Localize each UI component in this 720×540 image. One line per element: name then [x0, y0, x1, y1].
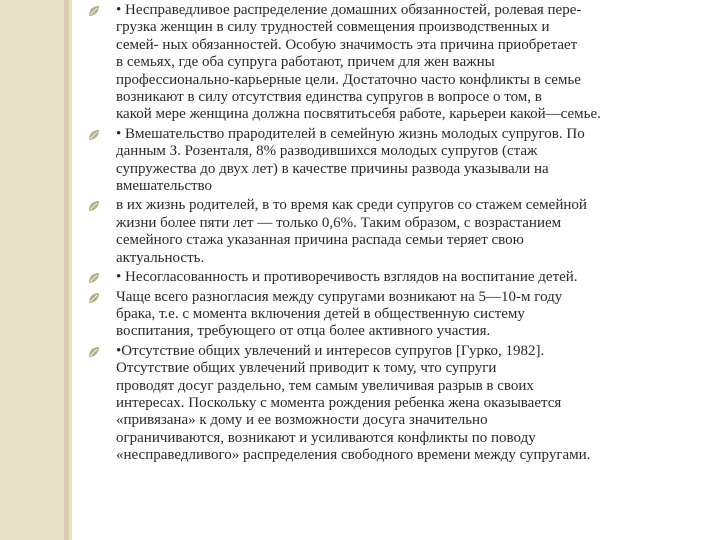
bullet-text-line: семейного стажа указанная причина распада семьи теряет свою — [116, 232, 524, 249]
bullet-text-line: профессионально-карьерные цели. Достаточно часто конфликты в семье — [116, 71, 581, 88]
bullet-text-line: брака, т.е. с момента включения детей в общественную систему — [116, 305, 525, 322]
bullet-text-line: в их жизнь родителей, в то время как среди супругов со стажем семейной — [116, 197, 587, 214]
bullet-item — [88, 269, 708, 286]
bullet-item — [88, 126, 708, 196]
bullet-text-line: • Несогласованность и противоречивость взглядов на воспитание детей. — [116, 269, 578, 286]
leaf-bullet-icon — [88, 5, 100, 17]
leaf-bullet-icon — [88, 292, 100, 304]
leaf-bullet-icon — [88, 200, 100, 212]
bullet-list — [88, 2, 708, 465]
bullet-text-line: интересах. Поскольку с момента рождения ребенка жена оказывается — [116, 394, 562, 411]
left-decor-panel — [0, 0, 72, 540]
bullet-text-line: «привязана» к дому и ее возможности досуга значительно — [116, 412, 488, 429]
bullet-text-line: какой мере женщина должна посвятитьсебя работе, карьереи какой—семье. — [116, 106, 601, 123]
bullet-text-line: вмешательство — [116, 178, 213, 195]
bullet-text-line: жизни более пяти лет — только 0,6%. Таким образом, с возрастанием — [116, 214, 562, 231]
bullet-text-line: актуальность. — [116, 249, 205, 266]
bullet-text-line: грузка женщин в силу трудностей совмещения производственных и — [116, 19, 550, 36]
bullet-text-line: семей- ных обязанностей. Особую значимость эта причина приобретает — [116, 36, 578, 53]
bullet-text-line: •Отсутствие общих увлечений и интересов супругов [Гурко, 1982]. — [116, 342, 545, 359]
bullet-text-line: • Вмешательство прародителей в семейную жизнь молодых супругов. По — [116, 125, 585, 142]
bullet-text-line: ограничиваются, возникают и усиливаются конфликты по поводу — [116, 429, 536, 446]
bullet-text-line: • Несправедливое распределение домашних обязанностей, ролевая пере- — [116, 2, 582, 18]
bullet-item — [88, 343, 708, 465]
bullet-text-line: в семьях, где оба супруга работают, причем для жен важны — [116, 54, 495, 71]
bullet-text-line: «несправедливого» распределения свободного времени между супругами. — [116, 447, 591, 464]
bullet-text-line: проводят досуг раздельно, тем самым увеличивая разрыв в своих — [116, 377, 534, 394]
bullet-text-line: Отсутствие общих увлечений приводит к тому, что супруги — [116, 360, 497, 377]
bullet-item — [88, 2, 708, 124]
bullet-text-line: возникают в силу отсутствия единства супругов в вопросе о том, в — [116, 89, 542, 106]
bullet-text-line: воспитания, требующего от отца более активного участия. — [116, 323, 491, 340]
bullet-text-line: данным З. Розенталя, 8% разводившихся молодых супругов (стаж — [116, 143, 538, 160]
leaf-bullet-icon — [88, 272, 100, 284]
left-decor-stripe — [64, 0, 69, 540]
bullet-text-line: супружества до двух лет) в качестве причины развода указывали на — [116, 160, 549, 177]
bullet-item — [88, 197, 708, 267]
leaf-bullet-icon — [88, 346, 100, 358]
bullet-item — [88, 289, 708, 341]
bullet-text-line: Чаще всего разногласия между супругами возникают на 5—10-м году — [116, 288, 563, 305]
leaf-bullet-icon — [88, 129, 100, 141]
